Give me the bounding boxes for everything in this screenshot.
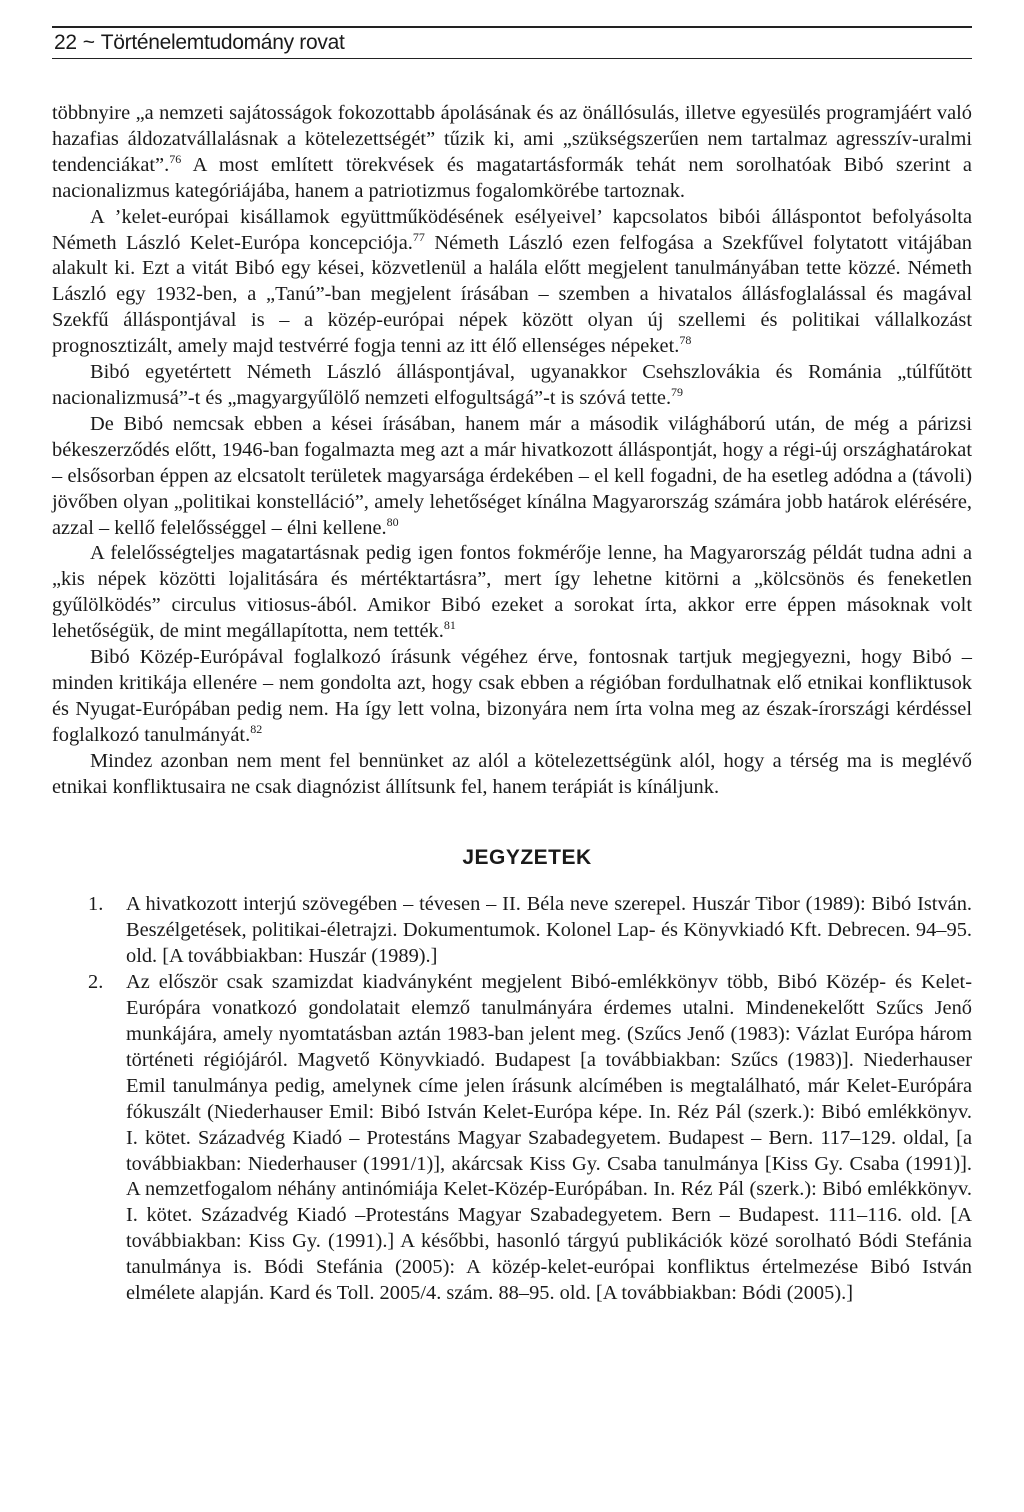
note-number: 1. — [88, 893, 104, 916]
header-separator: ~ — [82, 31, 95, 54]
footnote-ref: 79 — [671, 384, 684, 399]
paragraph-text: Németh László ezen felfogása a Szekfűvel folytatott vitájában alakult ki. Ezt a vitát Bibó egy kései, közvetlenül a halála előtt megjelent tanulmányában tette közzé. Németh László egy 1932-ben, a „Tanú”-ban megjelent írásában – szemben a hivatalos állásfoglalással és magával Szekfű álláspontjával is – a közép-európai népek között olyan új szellemi és politikai vállalkozást prognosztizált, amely majd testvérré fogja tenni az itt élő ellenséges népeket. — [52, 231, 972, 358]
notes-heading: JEGYZETEK — [462, 846, 592, 870]
page-number: 22 — [54, 31, 77, 54]
paragraph — [52, 412, 972, 542]
footnote-ref: 80 — [386, 514, 399, 529]
paragraph-text: többnyire „a nemzeti sajátosságok fokozottabb ápolásának és az önállósulás, illetve egyesülés programjáért való hazafias áldozatvállalásnak a kötelezettségét” tűzik ki, ami „szükségszerűen nem tartalmaz agresszív-uralmi tendenciákat”. — [52, 102, 972, 176]
footnote-ref: 82 — [250, 721, 263, 736]
footnote-ref: 76 — [169, 151, 182, 166]
note-number: 2. — [88, 971, 104, 994]
paragraph-text: De Bibó nemcsak ebben a kései írásában, hanem már a második világháború után, de még a párizsi békeszerződés előtt, 1946-ban fogalmazta meg azt a már hivatkozott álláspontját, hogy a régi-új országhatárokat – elsősorban éppen az elcsatolt területek magyarsága érdekében – el kell fogadni, de ha esetleg adódna a (távoli) jövőben olyan „politikai konstelláció”, amely lehetőséget kínálna Magyarország számára jobb határok elérésére, azzal – kellő felelősséggel – élni kellene. — [52, 412, 972, 539]
paragraph — [52, 541, 972, 645]
note-item — [52, 892, 972, 970]
footnote-ref: 81 — [443, 618, 456, 633]
paragraph — [52, 645, 972, 749]
paragraph-text: Bibó egyetértett Németh László álláspontjával, ugyanakkor Csehszlovákia és Románia „túlfűtött nacionalizmusá”-t és „magyargyűlölő nemzeti elfogultságá”-t is szóvá tette. — [52, 361, 972, 409]
paragraph — [52, 205, 972, 360]
note-item — [52, 970, 972, 1307]
footnote-ref: 77 — [412, 229, 425, 244]
paragraph-text: Bibó Közép-Európával foglalkozó írásunk végéhez érve, fontosnak tartjuk megjegyezni, hogy Bibó – minden kritikája ellenére – nem gondolta azt, hogy csak ebben a régióban fordulhatnak elő etnikai konfliktusok és Nyugat-Európában pedig nem. Ha így lett volna, bizonyára nem írta volna meg az észak-írországi kérdéssel foglalkozó tanulmányát. — [52, 646, 972, 746]
paragraph — [52, 749, 972, 801]
section-title: Történelemtudomány rovat — [100, 31, 345, 54]
note-text: Az először csak szamizdat kiadványként megjelent Bibó-emlékkönyv több, Bibó Közép- és Kelet-Európára vonatkozó gondolatait elemző tanulmányára érdemes utalni. Mindenekelőtt Szűcs Jenő munkájára, amely nyomtatásban aztán 1983-ban jelent meg. (Szűcs Jenő (1983): Vázlat Európa három történeti régiójáról. Magvető Könyvkiadó. Budapest [a továbbiakban: Szűcs (1983)]. Niederhauser Emil tanulmánya pedig, amelynek címe jelen írásunk alcímében is megtalálható, már Kelet-Európára fókuszált (Niederhauser Emil: Bibó István Kelet-Európa képe. In. Réz Pál (szerk.): Bibó emlékkönyv. I. kötet. Századvég Kiadó – Protestáns Magyar Szabadegyetem. Budapest – Bern. 117–129. oldal, [a továbbiakban: Niederhauser (1991/1)], akárcsak Kiss Gy. Csaba tanulmánya [Kiss Gy. Csaba (1991)]. A nemzetfogalom néhány antinómiája Kelet-Közép-Európában. In. Réz Pál (szerk.): Bibó emlékkönyv. I. kötet. Századvég Kiadó –Protestáns Magyar Szabadegyetem. Bern – Budapest. 111–116. old. [A továbbiakban: Kiss Gy. (1991).] A későbbi, hasonló tárgyú publikációk közé sorolható Bódi Stefánia tanulmánya is. Bódi Stefánia (2005): A közép-kelet-európai konfliktus értelmezése Bibó István elmélete alapján. Kard és Toll. 2005/4. szám. 88–95. old. [A továbbiakban: Bódi (2005).] — [126, 971, 972, 1305]
paragraph — [52, 101, 972, 205]
body-text — [52, 101, 972, 800]
note-text: A hivatkozott interjú szövegében – tévesen – II. Béla neve szerepel. Huszár Tibor (1989): Bibó István. Beszélgetések, politikai-életrajzi. Dokumentumok. Kolonel Lap- és Könyvkiadó Kft. Debrecen. 94–95. old. [A továbbiakban: Huszár (1989).] — [126, 893, 972, 968]
paragraph-text: A most említett törekvések és magatartásformák tehát nem sorolhatóak Bibó szerint a nacionalizmus kategóriájába, hanem a patriotizmus fogalomkörébe tartoznak. — [52, 153, 972, 202]
footnote-ref: 78 — [679, 333, 692, 348]
paragraph-text: A ’kelet-európai kisállamok együttműködésének esélyeivel’ kapcsolatos bibói álláspontot befolyásolta Németh László Kelet-Európa koncepciója. — [52, 205, 972, 254]
paragraph-text: Mindez azonban nem ment fel bennünket az alól a kötelezettségünk alól, hogy a térség ma is meglévő etnikai konfliktusaira ne csak diagnózist állítsunk fel, hanem terápiát is kínáljunk. — [52, 749, 972, 798]
page — [52, 26, 972, 1307]
paragraph — [52, 360, 972, 412]
paragraph-text: A felelősségteljes magatartásnak pedig igen fontos fokmérője lenne, ha Magyarország példát tudna adni a „kis népek közötti lojalitására és mértéktartásra”, mert így lehetne kitörni a „kölcsönös és feneketlen gyűlölködés” circulus vitiosus-ából. Amikor Bibó ezeket a sorokat írta, akkor erre éppen másoknak volt lehetőségük, de mint megállapította, nem tették. — [52, 542, 972, 643]
notes-list — [52, 892, 972, 1307]
running-header — [52, 26, 972, 59]
